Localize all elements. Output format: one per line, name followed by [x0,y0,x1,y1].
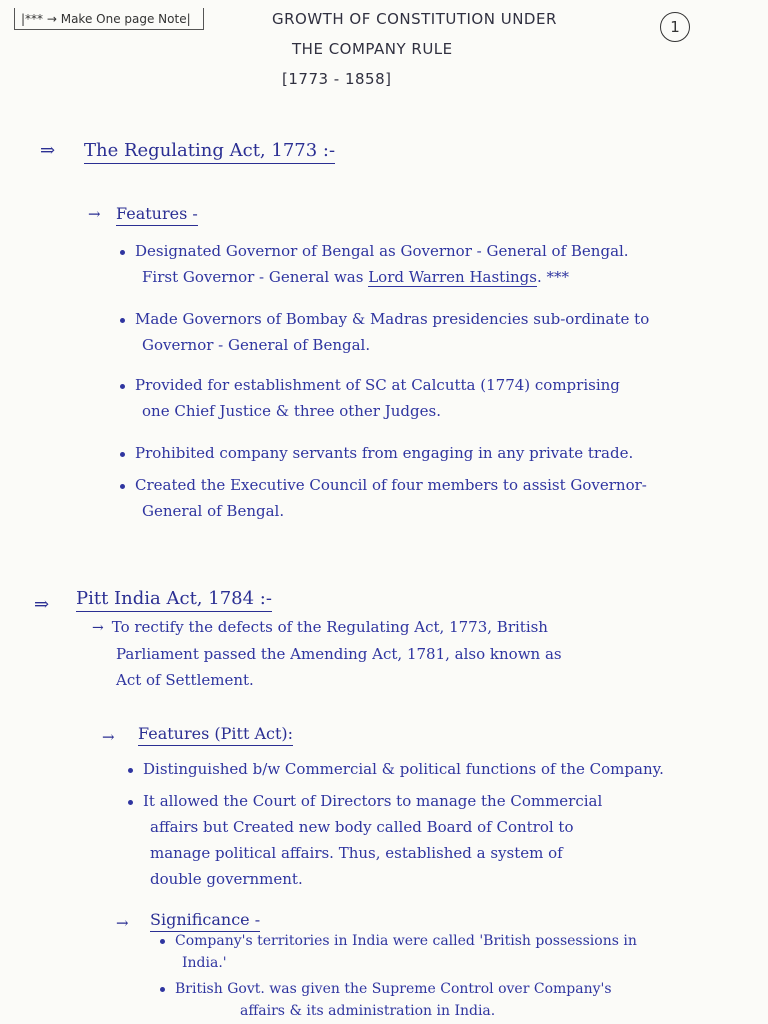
list-item: Distinguished b/w Commercial & political functions of the Company. [128,756,758,782]
list-item: Created the Executive Council of four members to assist Governor- General of Bengal. [120,472,760,524]
list-item: Company's territories in India were called 'British possessions in India.' [160,930,760,974]
section2-heading: Pitt India Act, 1784 :- [76,588,272,612]
list-item: Provided for establishment of SC at Calcutta (1774) comprising one Chief Justice & three other Judges. [120,372,760,424]
significance-heading: Significance - [150,910,260,932]
section2-intro: → To rectify the defects of the Regulating Act, 1773, British Parliament passed the Amending Act, 1781, also known as Act of Settlement. [92,618,562,689]
title-line-2: THE COMPANY RULE [292,40,453,58]
list-item: British Govt. was given the Supreme Control over Company's affairs & its administration in India. [160,978,760,1022]
title-line-3: [1773 - 1858] [282,70,392,88]
bullet-icon [128,800,133,805]
arrow-icon: → [102,728,115,746]
section2-features-heading: Features (Pitt Act): [138,724,293,746]
list-item: Made Governors of Bombay & Madras presidencies sub-ordinate to Governor - General of Bengal. [120,306,760,358]
arrow-icon: → [92,620,104,636]
title-line-1: GROWTH OF CONSTITUTION UNDER [272,10,557,28]
list-item: It allowed the Court of Directors to manage the Commercial affairs but Created new body called Board of Control to manage political affairs. Thus, established a system of double government. [128,788,758,892]
bullet-icon [160,939,165,944]
list-item: Designated Governor of Bengal as Governor - General of Bengal. First Governor - General was Lord Warren Hastings. *** [120,238,760,290]
arrow-icon: → [116,914,129,932]
arrow-icon: ⇒ [40,140,56,161]
arrow-icon: ⇒ [34,594,50,615]
bullet-icon [160,987,165,992]
highlighted-name: Lord Warren Hastings [368,268,537,286]
bullet-icon [120,250,125,255]
arrow-icon: → [88,205,101,223]
list-item: Prohibited company servants from engaging in any private trade. [120,440,760,466]
bullet-icon [120,452,125,457]
page-number: 1 [660,12,690,42]
bullet-icon [120,484,125,489]
corner-note: |*** → Make One page Note| [14,8,204,30]
bullet-icon [120,384,125,389]
bullet-icon [128,768,133,773]
section1-heading: The Regulating Act, 1773 :- [84,140,335,164]
bullet-icon [120,318,125,323]
section1-features-heading: Features - [116,204,198,226]
